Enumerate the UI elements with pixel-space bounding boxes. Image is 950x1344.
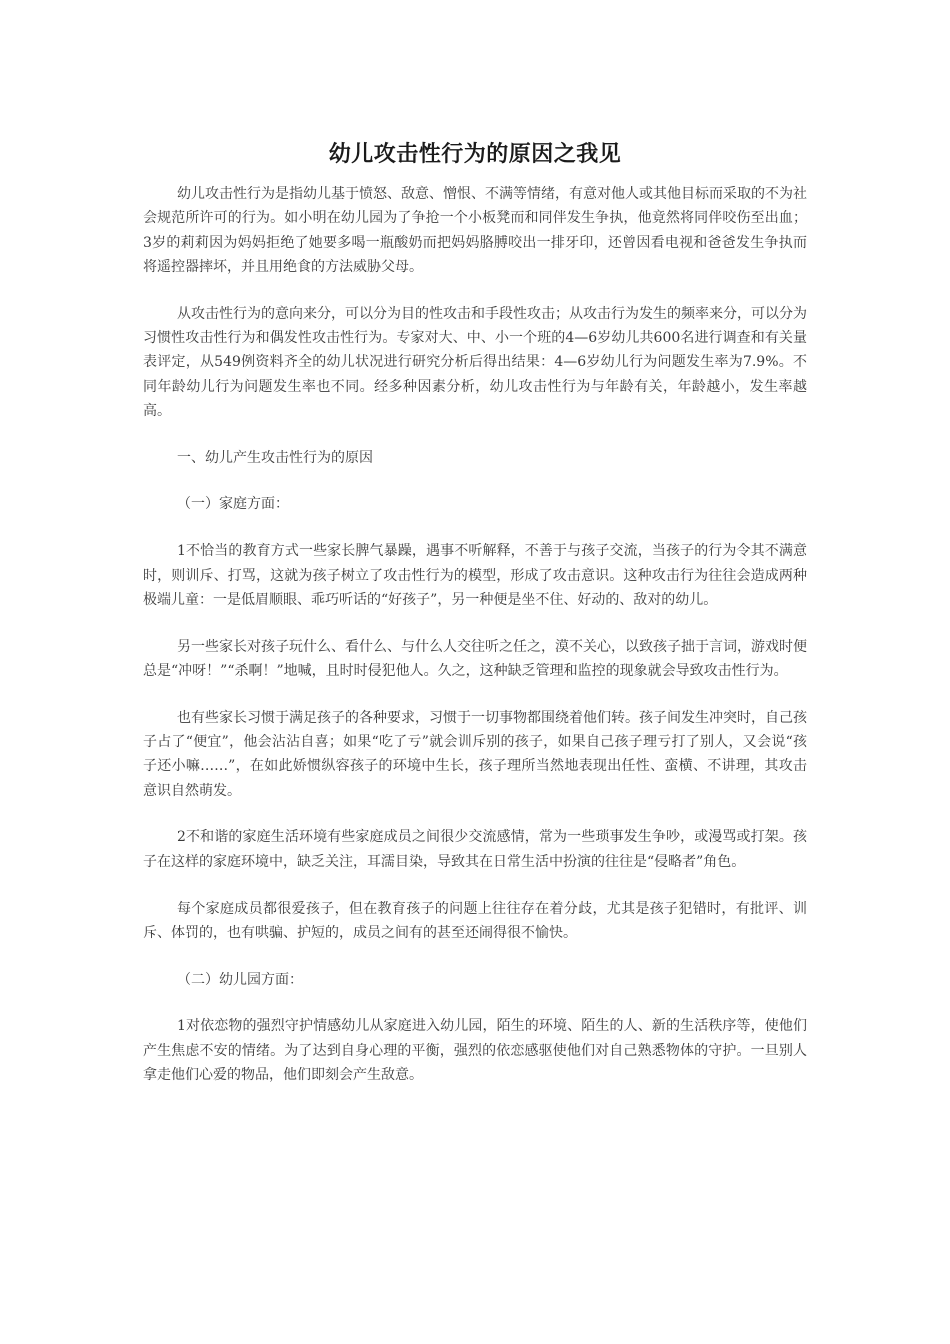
subsection-heading-family: （一）家庭方面： [177, 496, 289, 513]
paragraph-kindergarten-attachment: 1对依恋物的强烈守护情感幼儿从家庭进入幼儿园，陌生的环境、陌生的人、新的生活秩序等，使他们产生焦虑不安的情绪。为了达到自身心理的平衡，强烈的依恋感驱使他们对自己熟悉物体的守护。一旦别人拿走他们心爱的物品，他们即刻会产生敌意。 [143, 1018, 807, 1084]
section-heading-causes: 一、幼儿产生攻击性行为的原因 [177, 449, 373, 466]
paragraph-family-indulgence: 也有些家长习惯于满足孩子的各种要求，习惯于一切事物都围绕着他们转。孩子间发生冲突时，自己孩子占了“便宜”，他会沾沾自喜；如果“吃了亏”就会训斥别的孩子，如果自己孩子理亏打了别人，又会说“孩子还小嘛……”，在如此娇惯纵容孩子的环境中生长，孩子理所当然地表现出任性、蛮横、不讲理，其攻击意识自然萌发。 [143, 709, 807, 799]
subsection-heading-kindergarten: （二）幼儿园方面： [177, 971, 303, 988]
paragraph-family-environment: 2不和谐的家庭生活环境有些家庭成员之间很少交流感情，常为一些琐事发生争吵，或漫骂或打架。孩子在这样的家庭环境中，缺乏关注，耳濡目染，导致其在日常生活中扮演的往往是“侵略者”角色。 [143, 829, 807, 870]
paragraph-intro: 幼儿攻击性行为是指幼儿基于愤怒、敌意、憎恨、不满等情绪，有意对他人或其他目标而采取的不为社会规范所许可的行为。如小明在幼儿园为了争抢一个小板凳而和同伴发生争执，他竟然将同伴咬伤至出血；3岁的莉莉因为妈妈拒绝了她要多喝一瓶酸奶而把妈妈胳膊咬出一排牙印，还曾因看电视和爸爸发生争执而将遥控器摔坏，并且用绝食的方法威胁父母。 [143, 186, 807, 275]
document-title: 幼儿攻击性行为的原因之我见 [328, 141, 622, 167]
paragraph-family-disagreement: 每个家庭成员都很爱孩子，但在教育孩子的问题上往往存在着分歧，尤其是孩子犯错时，有批评、训斥、体罚的，也有哄骗、护短的，成员之间有的甚至还闹得很不愉快。 [143, 900, 807, 941]
paragraph-family-education: 1不恰当的教育方式一些家长脾气暴躁，遇事不听解释，不善于与孩子交流，当孩子的行为令其不满意时，则训斥、打骂，这就为孩子树立了攻击性行为的模型，形成了攻击意识。这种攻击行为往往会造成两种极端儿童：一是低眉顺眼、乖巧听话的“好孩子”，另一种便是坐不住、好动的、敌对的幼儿。 [143, 543, 807, 608]
document-body [143, 134, 807, 1110]
paragraph-family-neglect: 另一些家长对孩子玩什么、看什么、与什么人交往听之任之，漠不关心，以致孩子拙于言词，游戏时便总是“冲呀！”“杀啊！”地喊，且时时侵犯他人。久之，这种缺乏管理和监控的现象就会导致攻击性行为。 [143, 638, 807, 679]
paragraph-classification: 从攻击性行为的意向来分，可以分为目的性攻击和手段性攻击；从攻击行为发生的频率来分，可以分为习惯性攻击性行为和偶发性攻击性行为。专家对大、中、小一个班的4—6岁幼儿共600名进行调查和有关量表评定，从549例资料齐全的幼儿状况进行研究分析后得出结果：4—6岁幼儿行为问题发生率为7.9%。不同年龄幼儿行为问题发生率也不同。经多种因素分析，幼儿攻击性行为与年龄有关，年龄越小，发生率越高。 [143, 305, 807, 419]
